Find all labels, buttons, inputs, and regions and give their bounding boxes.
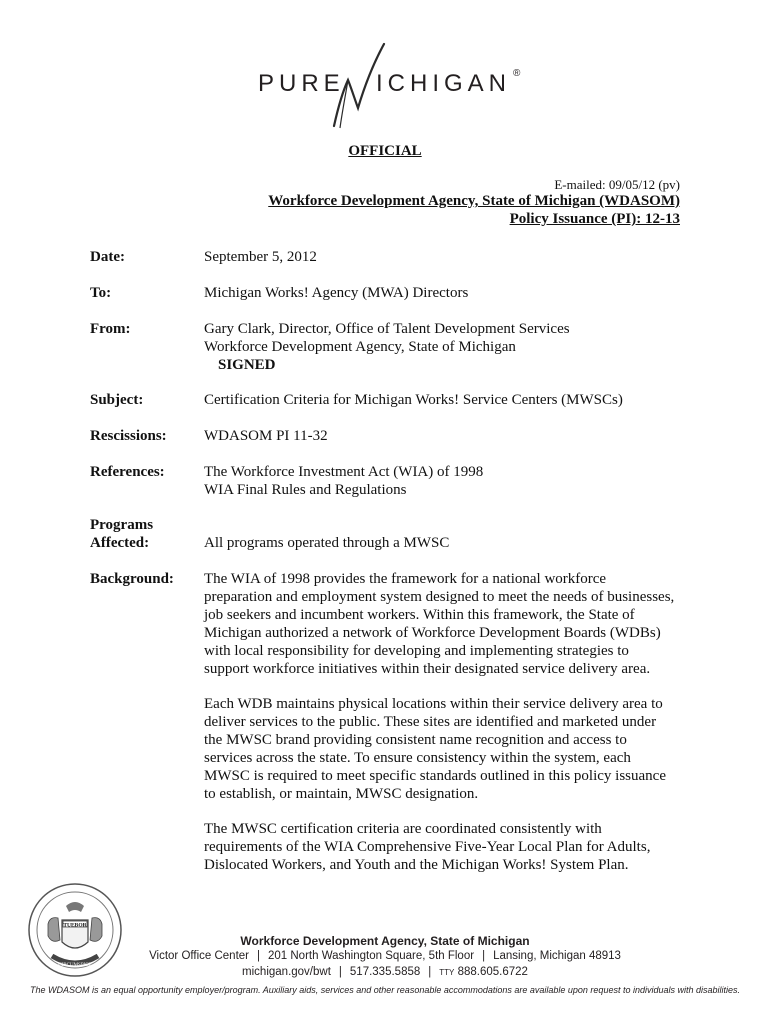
paragraph-line: services across the state. To ensure consistency within the system, each [204, 750, 631, 766]
footer-contact [0, 966, 770, 978]
from-line-1: Gary Clark, Director, Office of Talent Development Services [204, 321, 570, 337]
background-paragraph-3 [204, 820, 694, 874]
agency-heading: Workforce Development Agency, State of Michigan (WDASOM) [268, 193, 680, 209]
subject-value: Certification Criteria for Michigan Works! Service Centers (MWSCs) [204, 392, 623, 408]
paragraph-line: support workforce initiatives within their designated service delivery area. [204, 661, 651, 677]
paragraph-line: preparation and employment system designed to meet the needs of businesses, [204, 589, 675, 605]
paragraph-line: Each WDB maintains physical locations within their service delivery area to [204, 696, 663, 712]
footer-separator: | [338, 966, 342, 978]
date-value: September 5, 2012 [204, 249, 317, 265]
footer-agency-title: Workforce Development Agency, State of Michigan [240, 934, 530, 948]
references-value [204, 463, 704, 499]
paragraph-line: the MWSC brand providing consistent name recognition and access to [204, 732, 627, 748]
references-line-1: The Workforce Investment Act (WIA) of 1998 [204, 464, 484, 480]
programs-affected-label [90, 516, 153, 552]
paragraph-line: deliver services to the public. These sites are identified and marketed under [204, 714, 657, 730]
paragraph-line: The MWSC certification criteria are coordinated consistently with [204, 821, 602, 837]
references-label: References: [90, 464, 165, 480]
to-value: Michigan Works! Agency (MWA) Directors [204, 285, 469, 301]
paragraph-line: to establish, or maintain, MWSC designation. [204, 786, 479, 802]
paragraph-line: MWSC is required to meet specific standards outlined in this policy issuance [204, 768, 666, 784]
references-line-2: WIA Final Rules and Regulations [204, 482, 407, 498]
programs-label-line-1: Programs [90, 517, 154, 533]
paragraph-line: Michigan authorized a network of Workforce Development Boards (WDBs) [204, 625, 661, 641]
footer-tty-label: TTY [439, 968, 455, 977]
from-value [204, 320, 704, 374]
footer-phone: 517.335.5858 [349, 966, 421, 978]
pure-michigan-logo [0, 38, 770, 133]
michigan-state-seal-icon [26, 880, 124, 980]
footer-eeo-statement: The WDASOM is an equal opportunity employer/program. Auxiliary aids, services and other reasonable accommodations are available upon request to individuals with disabilities. [29, 985, 741, 995]
paragraph-line: requirements of the WIA Comprehensive Five-Year Local Plan for Adults, [204, 839, 651, 855]
background-paragraph-1 [204, 570, 694, 678]
paragraph-line: The WIA of 1998 provides the framework for a national workforce [204, 571, 607, 587]
programs-label-line-2: Affected: [90, 535, 150, 551]
seal-tuebor-text: TUEBOR [63, 922, 87, 929]
footer-separator: | [482, 950, 486, 962]
emailed-date: E-mailed: 09/05/12 (pv) [554, 177, 680, 192]
rescissions-label: Rescissions: [90, 428, 167, 444]
footer-tty-number: 888.605.6722 [457, 966, 528, 978]
footer-city: Lansing, Michigan 48913 [493, 950, 621, 962]
paragraph-line: Dislocated Workers, and Youth and the Michigan Works! System Plan. [204, 857, 629, 873]
logo-text-ichigan: ICHIGAN [376, 70, 512, 97]
paragraph-line: job seekers and incumbent workers. Within this framework, the State of [204, 607, 635, 623]
seal-motto-text: CIRCUMSPICE [58, 963, 92, 968]
footer-street: 201 North Washington Square, 5th Floor [268, 950, 475, 962]
subject-label: Subject: [90, 392, 144, 408]
rescissions-value: WDASOM PI 11-32 [204, 428, 328, 444]
to-label: To: [90, 285, 112, 301]
footer-separator: | [257, 950, 260, 962]
footer-website-link[interactable]: michigan.gov/bwt [242, 966, 331, 978]
background-label: Background: [90, 571, 174, 587]
logo-text-pure: PURE [258, 70, 345, 97]
from-line-2: Workforce Development Agency, State of Michigan [204, 339, 516, 355]
footer-office: Victor Office Center [149, 950, 249, 962]
background-paragraph-2 [204, 695, 694, 803]
from-label: From: [90, 321, 131, 337]
logo-registered-mark: ® [513, 68, 521, 79]
paragraph-line: with local responsibility for developing and implementing strategies to [204, 643, 629, 659]
policy-issuance-number: Policy Issuance (PI): 12-13 [509, 211, 680, 227]
official-heading: OFFICIAL [348, 143, 422, 159]
signed-mark: SIGNED [218, 357, 276, 373]
footer-separator: | [428, 966, 432, 978]
programs-affected-value: All programs operated through a MWSC [204, 535, 450, 551]
footer-address [0, 950, 770, 962]
date-label: Date: [90, 249, 125, 265]
